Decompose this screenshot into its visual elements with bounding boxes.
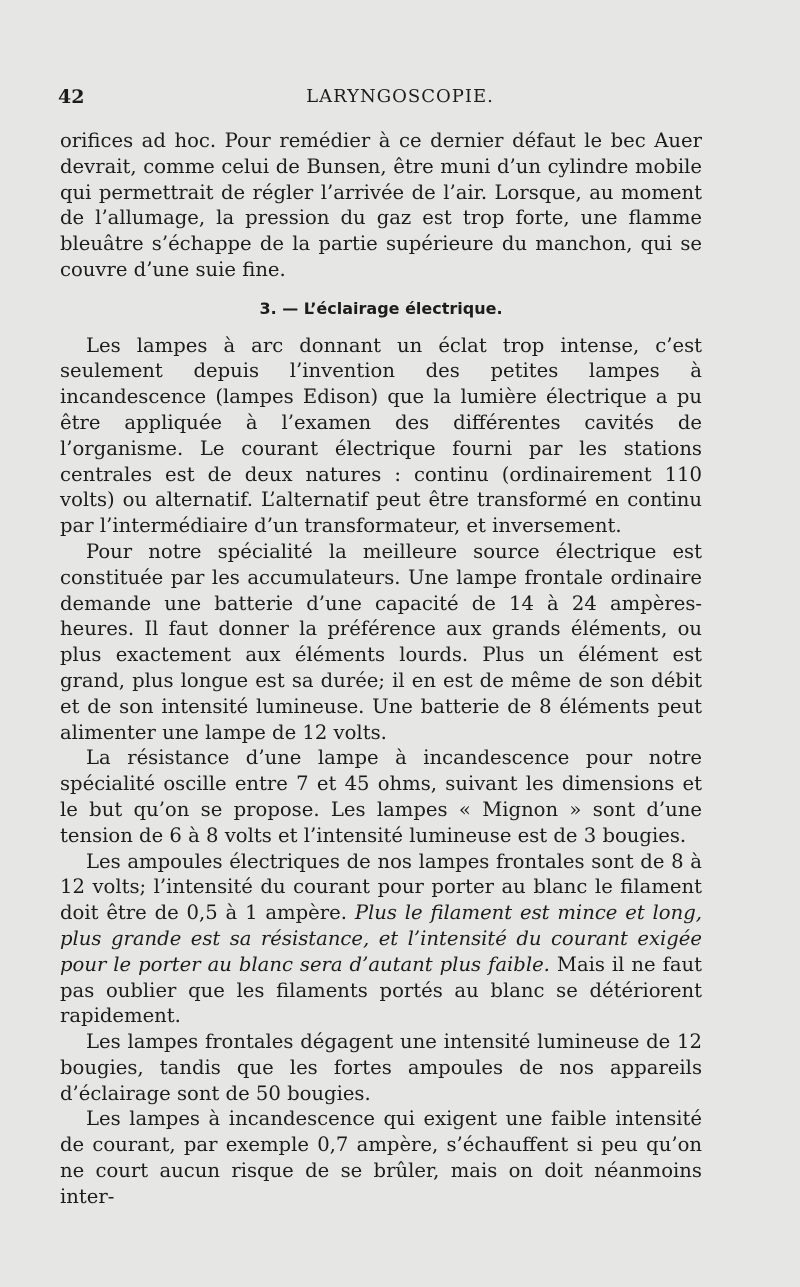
running-title: LARYNGOSCOPIE. [306,86,494,107]
page-number: 42 [58,86,85,108]
paragraph-accumulators: Pour notre spécialité la meilleure source électrique est constituée par les accumulateurs. Une lampe frontale ordinaire demande une batterie d’une capacité de 14 à 24 ampères-heures. Il faut donner la préférence aux grands éléments, ou plus exactement aux éléments lourds. Plus un élément est grand, plus longue est sa durée; il en est de même de son débit et de son intensité lumineuse. Une batterie de 8 éléments peut alimenter une lampe de 12 volts. [60,539,702,744]
ampoules-italic: Plus le filament est mince et long, plus grande est sa résistance, et l’intensité du courant exigée pour le porter au blanc sera d’autant plus faible. [60,901,702,976]
paragraph-continuation: orifices ad hoc. Pour remédier à ce dernier défaut le bec Auer devrait, comme celui de Bunsen, être muni d’un cylindre mobile qui permettrait de régler l’arrivée de l’air. Lorsque, au moment de l’allumage, la pression du gaz est trop forte, une flamme bleuâtre s’échappe de la partie supérieure du manchon, qui se couvre d’une suie fine. [60,129,702,281]
section-heading: 3. — L’éclairage électrique. [259,298,503,318]
page-header [58,86,742,114]
paragraph-resistance: La résistance d’une lampe à incandescence pour notre spécialité oscille entre 7 et 45 ohms, suivant les dimensions et le but qu’on se propose. Les lampes « Mignon » sont d’une tension de 6 à 8 volts et l’intensité lumineuse est de 3 bougies. [60,746,702,847]
body-text [60,128,702,1210]
ampoules-text: Les ampoules électriques de nos lampes frontales sont de 8 à 12 volts; l’intensité du courant pour porter au blanc le filament doit être de 0,5 à 1 ampère. [60,849,702,925]
paragraph-frontal-lamps: Les lampes frontales dégagent une intensité lumineuse de 12 bougies, tandis que les fortes ampoules de nos appareils d’éclairage sont de 50 bougies. [60,1030,702,1105]
paragraph-ampoules [60,849,702,1030]
ampoules-text-end: Mais il ne faut pas oublier que les filaments portés au blanc se détériorent rapidement. [60,952,703,1028]
paragraph-incandescent: Les lampes à incandescence qui exigent une faible intensité de courant, par exemple 0,7 ampère, s’échauffent si peu qu’on ne court aucun risque de se brûler, mais on doit néanmoins inter- [60,1107,702,1208]
paragraph-arc-lamps: Les lampes à arc donnant un éclat trop intense, c’est seulement depuis l’invention des petites lampes à incandescence (lampes Edison) que la lumière électrique a pu être appliquée à l’examen des différentes cavités de l’organisme. Le courant électrique fourni par les stations centrales est de deux natures : continu (ordinairement 110 volts) ou alternatif. L’alternatif peut être transformé en continu par l’intermédiaire d’un transformateur, et inversement. [60,333,702,538]
